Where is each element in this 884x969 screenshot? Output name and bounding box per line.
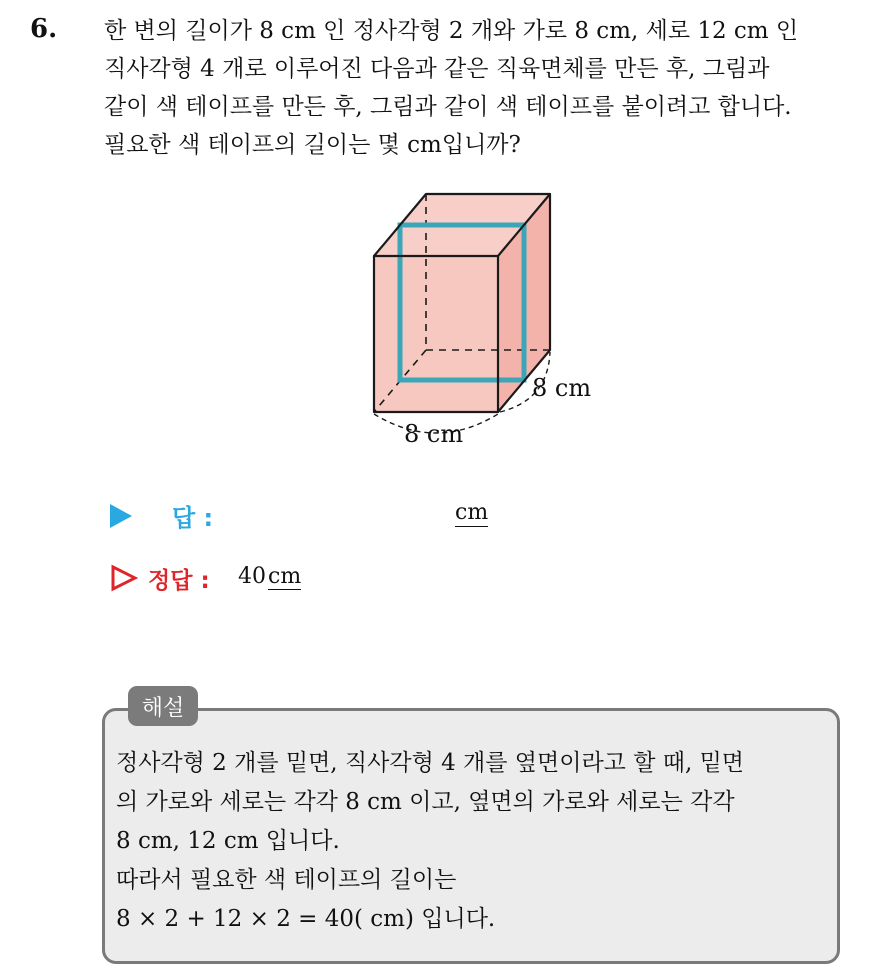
answer-unit: cm [455,500,489,525]
solution-unit: cm [268,564,302,589]
question-line: 같이 색 테이프를 만든 후, 그림과 같이 색 테이프를 붙이려고 합니다. [104,94,792,120]
question-line: 한 변의 길이가 8 cm 인 정사각형 2 개와 가로 8 cm, 세로 12 cm 인 [104,18,799,44]
question-line: 직사각형 4 개로 이루어진 다음과 같은 직육면체를 만든 후, 그림과 [104,56,770,82]
explanation-text [116,744,836,939]
depth-label: 8 cm [532,374,592,402]
solution-label: 정답 : [148,568,210,594]
width-label: 8 cm [404,420,464,448]
explanation-tab: 해설 [128,686,198,726]
explanation-line: 따라서 필요한 색 테이프의 길이는 [116,867,457,893]
solution-row [110,560,410,600]
explanation-line: 정사각형 2 개를 밑면, 직사각형 4 개를 옆면이라고 할 때, 밑면 [116,750,745,776]
answer-row [110,496,530,536]
explanation-line: 의 가로와 세로는 각각 8 cm 이고, 옆면의 가로와 세로는 각각 [116,789,735,815]
question-number: 6. [30,14,58,44]
answer-label: 답 : [172,504,214,532]
explanation-line: 8 cm, 12 cm 입니다. [116,828,340,854]
solution-marker-icon [110,564,138,592]
explanation-line: 8 × 2 + 12 × 2 = 40( cm) 입니다. [116,906,496,932]
cuboid-front-face [374,256,498,412]
answer-marker-icon [110,504,132,528]
solution-answer [238,564,301,589]
solution-value: 40 [238,564,266,589]
question-line: 필요한 색 테이프의 길이는 몇 cm입니까? [104,132,521,158]
